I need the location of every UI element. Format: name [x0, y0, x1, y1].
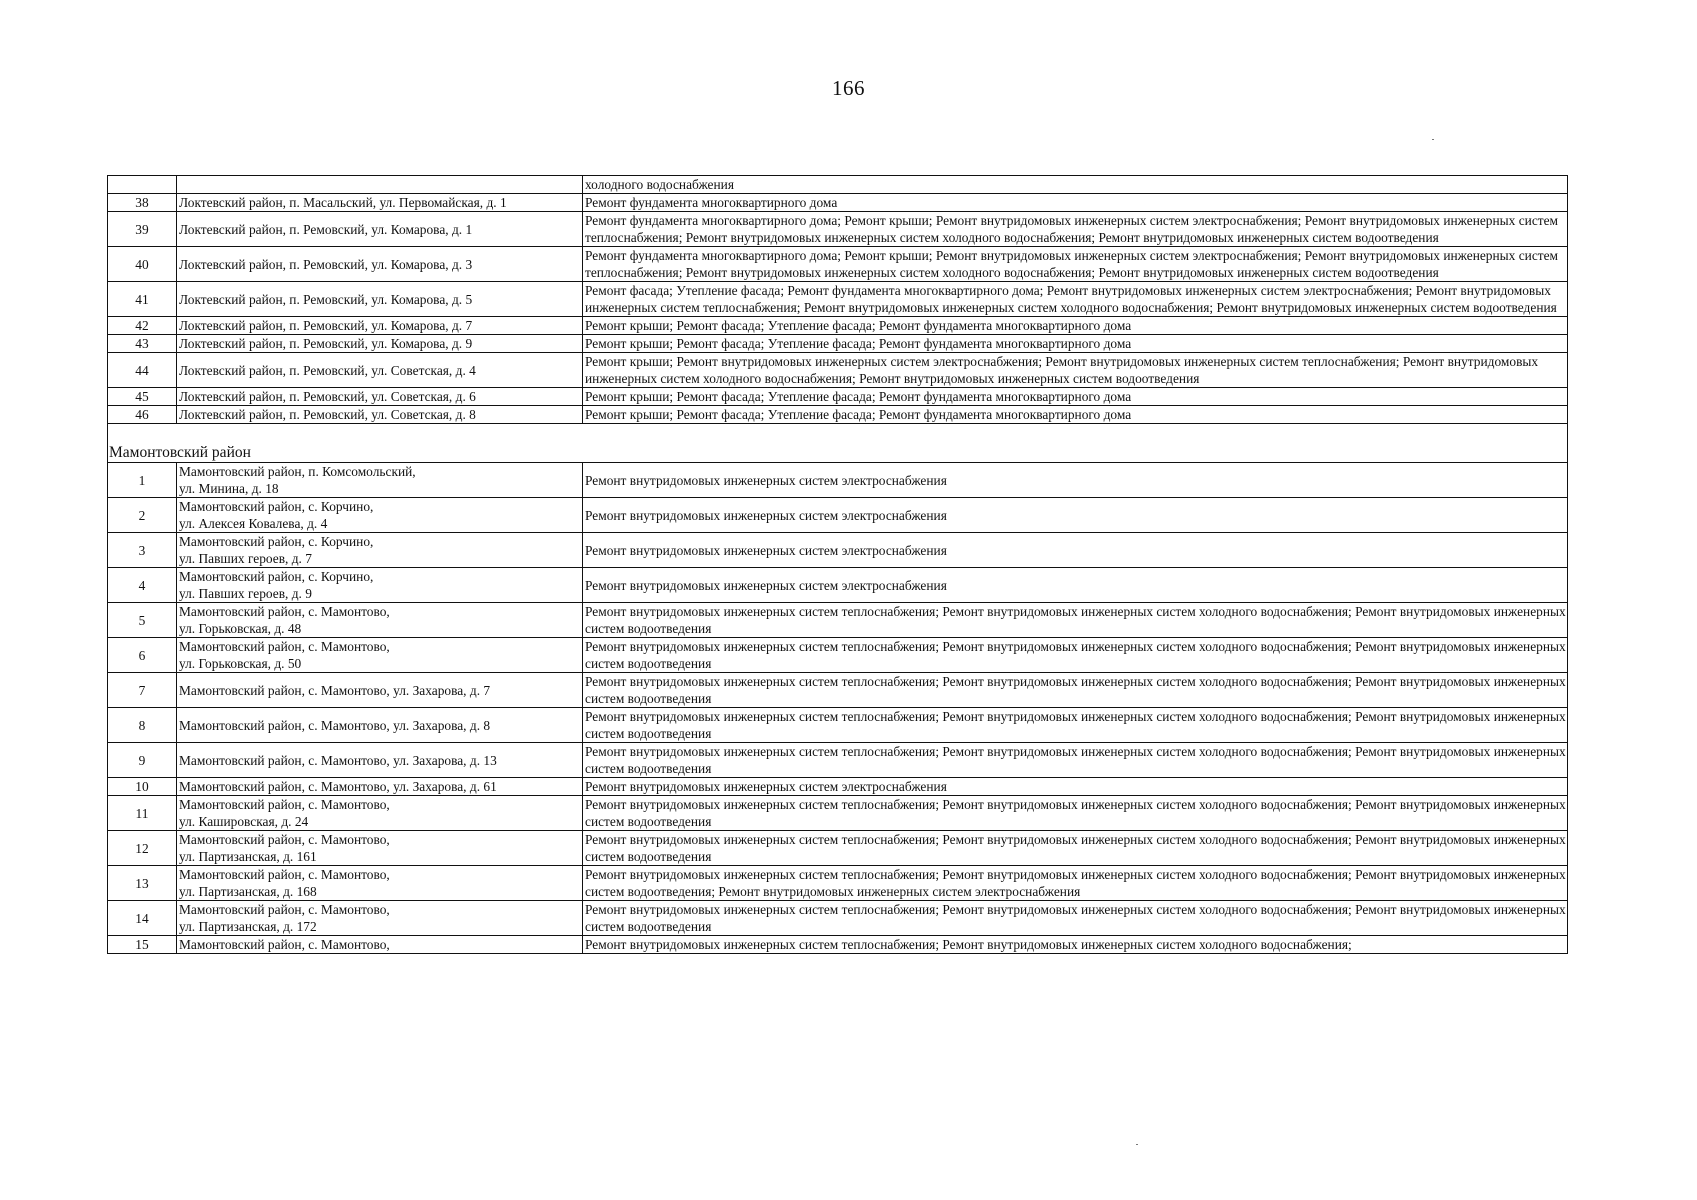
address-cell: Мамонтовский район, с. Корчино, ул. Алексея Ковалева, д. 4	[177, 498, 583, 533]
row-number-cell: 3	[108, 533, 177, 568]
section-title: Мамонтовский район	[108, 424, 1568, 463]
work-cell: Ремонт внутридомовых инженерных систем теплоснабжения; Ремонт внутридомовых инженерных систем холодного водоснабжения; Ремонт внутридомовых инженерных систем водоотведения	[583, 603, 1568, 638]
row-number-cell: 44	[108, 353, 177, 388]
address-cell: Локтевский район, п. Масальский, ул. Первомайская, д. 1	[177, 194, 583, 212]
address-cell: Мамонтовский район, с. Мамонтово,	[177, 936, 583, 954]
work-cell: Ремонт внутридомовых инженерных систем электроснабжения	[583, 498, 1568, 533]
work-cell: Ремонт внутридомовых инженерных систем теплоснабжения; Ремонт внутридомовых инженерных систем холодного водоснабжения; Ремонт внутридомовых инженерных систем водоотведения	[583, 743, 1568, 778]
table-row	[108, 498, 1568, 533]
work-cell: Ремонт внутридомовых инженерных систем теплоснабжения; Ремонт внутридомовых инженерных систем холодного водоснабжения; Ремонт внутридомовых инженерных систем водоотведения	[583, 708, 1568, 743]
row-number-cell: 8	[108, 708, 177, 743]
work-cell: Ремонт фундамента многоквартирного дома	[583, 194, 1568, 212]
work-cell: Ремонт крыши; Ремонт фасада; Утепление фасада; Ремонт фундамента многоквартирного дома	[583, 406, 1568, 424]
row-number-cell: 40	[108, 247, 177, 282]
address-cell: Мамонтовский район, с. Корчино, ул. Павших героев, д. 9	[177, 568, 583, 603]
table-row	[108, 317, 1568, 335]
table-row	[108, 708, 1568, 743]
work-cell: Ремонт крыши; Ремонт внутридомовых инженерных систем электроснабжения; Ремонт внутридомовых инженерных систем теплоснабжения; Ремонт внутридомовых инженерных систем холодного водоснабжения; Ремонт внутридомовых инженерных систем водоотведения	[583, 353, 1568, 388]
table-body-part1	[108, 176, 1568, 424]
address-cell: Локтевский район, п. Ремовский, ул. Советская, д. 4	[177, 353, 583, 388]
table-row	[108, 533, 1568, 568]
table-row	[108, 388, 1568, 406]
address-cell: Мамонтовский район, с. Мамонтово, ул. Захарова, д. 8	[177, 708, 583, 743]
page-number: 166	[832, 76, 865, 100]
table-row	[108, 406, 1568, 424]
work-cell: Ремонт внутридомовых инженерных систем электроснабжения	[583, 778, 1568, 796]
table-row	[108, 866, 1568, 901]
address-cell: Мамонтовский район, с. Мамонтово, ул. Горьковская, д. 50	[177, 638, 583, 673]
table-row	[108, 247, 1568, 282]
row-number-cell: 41	[108, 282, 177, 317]
row-number-cell: 38	[108, 194, 177, 212]
row-number-cell: 14	[108, 901, 177, 936]
address-cell: Мамонтовский район, с. Мамонтово, ул. Партизанская, д. 168	[177, 866, 583, 901]
work-cell: Ремонт крыши; Ремонт фасада; Утепление фасада; Ремонт фундамента многоквартирного дома	[583, 388, 1568, 406]
row-number-cell: 42	[108, 317, 177, 335]
address-cell: Мамонтовский район, с. Мамонтово, ул. Партизанская, д. 161	[177, 831, 583, 866]
row-number-cell: 7	[108, 673, 177, 708]
row-number-cell: 5	[108, 603, 177, 638]
work-cell: Ремонт внутридомовых инженерных систем теплоснабжения; Ремонт внутридомовых инженерных систем холодного водоснабжения; Ремонт внутридомовых инженерных систем водоотведения; Ремонт внутридомовых инженерных систем электроснабжения	[583, 866, 1568, 901]
table-row	[108, 603, 1568, 638]
row-number-cell: 13	[108, 866, 177, 901]
table-row	[108, 778, 1568, 796]
address-cell: Мамонтовский район, с. Мамонтово, ул. Захарова, д. 61	[177, 778, 583, 796]
table-row-continuation	[108, 176, 1568, 194]
table-row	[108, 936, 1568, 954]
repair-program-table	[107, 175, 1568, 954]
address-cell: Локтевский район, п. Ремовский, ул. Советская, д. 8	[177, 406, 583, 424]
table-row	[108, 831, 1568, 866]
row-number-cell: 39	[108, 212, 177, 247]
address-cell: Мамонтовский район, с. Мамонтово, ул. Кашировская, д. 24	[177, 796, 583, 831]
work-cell: Ремонт фасада; Утепление фасада; Ремонт фундамента многоквартирного дома; Ремонт внутридомовых инженерных систем электроснабжения; Ремонт внутридомовых инженерных систем теплоснабжения; Ремонт внутридомовых инженерных систем холодного водоснабжения; Ремонт внутридомовых инженерных систем водоотведения	[583, 282, 1568, 317]
row-number-cell: 12	[108, 831, 177, 866]
row-number-cell: 43	[108, 335, 177, 353]
table-row	[108, 743, 1568, 778]
table-row	[108, 901, 1568, 936]
work-cell: Ремонт внутридомовых инженерных систем электроснабжения	[583, 463, 1568, 498]
row-number-cell: 15	[108, 936, 177, 954]
work-cell: Ремонт внутридомовых инженерных систем теплоснабжения; Ремонт внутридомовых инженерных систем холодного водоснабжения; Ремонт внутридомовых инженерных систем водоотведения	[583, 673, 1568, 708]
row-number-cell	[108, 176, 177, 194]
address-cell: Мамонтовский район, с. Мамонтово, ул. Горьковская, д. 48	[177, 603, 583, 638]
address-cell: Локтевский район, п. Ремовский, ул. Комарова, д. 1	[177, 212, 583, 247]
table-row	[108, 673, 1568, 708]
work-cell: Ремонт крыши; Ремонт фасада; Утепление фасада; Ремонт фундамента многоквартирного дома	[583, 317, 1568, 335]
work-cell: Ремонт фундамента многоквартирного дома; Ремонт крыши; Ремонт внутридомовых инженерных систем электроснабжения; Ремонт внутридомовых инженерных систем теплоснабжения; Ремонт внутридомовых инженерных систем холодного водоснабжения; Ремонт внутридомовых инженерных систем водоотведения	[583, 247, 1568, 282]
section-row	[108, 424, 1568, 463]
address-cell: Мамонтовский район, с. Корчино, ул. Павших героев, д. 7	[177, 533, 583, 568]
row-number-cell: 1	[108, 463, 177, 498]
address-cell: Локтевский район, п. Ремовский, ул. Комарова, д. 9	[177, 335, 583, 353]
work-cell: Ремонт внутридомовых инженерных систем теплоснабжения; Ремонт внутридомовых инженерных систем холодного водоснабжения; Ремонт внутридомовых инженерных систем водоотведения	[583, 901, 1568, 936]
table-row	[108, 568, 1568, 603]
table-row	[108, 194, 1568, 212]
address-cell: Мамонтовский район, с. Мамонтово, ул. Захарова, д. 13	[177, 743, 583, 778]
address-cell	[177, 176, 583, 194]
address-cell: Локтевский район, п. Ремовский, ул. Комарова, д. 3	[177, 247, 583, 282]
row-number-cell: 6	[108, 638, 177, 673]
table-row	[108, 638, 1568, 673]
row-number-cell: 9	[108, 743, 177, 778]
address-cell: Мамонтовский район, с. Мамонтово, ул. Партизанская, д. 172	[177, 901, 583, 936]
work-cell: Ремонт внутридомовых инженерных систем теплоснабжения; Ремонт внутридомовых инженерных систем холодного водоснабжения; Ремонт внутридомовых инженерных систем водоотведения	[583, 831, 1568, 866]
address-cell: Мамонтовский район, с. Мамонтово, ул. Захарова, д. 7	[177, 673, 583, 708]
work-cell: Ремонт крыши; Ремонт фасада; Утепление фасада; Ремонт фундамента многоквартирного дома	[583, 335, 1568, 353]
address-cell: Мамонтовский район, п. Комсомольский, ул. Минина, д. 18	[177, 463, 583, 498]
table-row	[108, 353, 1568, 388]
work-cell: Ремонт внутридомовых инженерных систем теплоснабжения; Ремонт внутридомовых инженерных систем холодного водоснабжения;	[583, 936, 1568, 954]
row-number-cell: 46	[108, 406, 177, 424]
row-number-cell: 4	[108, 568, 177, 603]
table-row	[108, 212, 1568, 247]
scan-speck	[1432, 139, 1434, 140]
table-row	[108, 335, 1568, 353]
row-number-cell: 10	[108, 778, 177, 796]
work-cell: Ремонт внутридомовых инженерных систем электроснабжения	[583, 568, 1568, 603]
table-body-part2	[108, 463, 1568, 954]
work-cell: Ремонт внутридомовых инженерных систем теплоснабжения; Ремонт внутридомовых инженерных систем холодного водоснабжения; Ремонт внутридомовых инженерных систем водоотведения	[583, 796, 1568, 831]
section-header-body	[108, 424, 1568, 463]
row-number-cell: 11	[108, 796, 177, 831]
row-number-cell: 45	[108, 388, 177, 406]
address-cell: Локтевский район, п. Ремовский, ул. Комарова, д. 7	[177, 317, 583, 335]
work-cell: Ремонт внутридомовых инженерных систем теплоснабжения; Ремонт внутридомовых инженерных систем холодного водоснабжения; Ремонт внутридомовых инженерных систем водоотведения	[583, 638, 1568, 673]
row-number-cell: 2	[108, 498, 177, 533]
table-row	[108, 796, 1568, 831]
table-row	[108, 463, 1568, 498]
work-cell: Ремонт фундамента многоквартирного дома; Ремонт крыши; Ремонт внутридомовых инженерных систем электроснабжения; Ремонт внутридомовых инженерных систем теплоснабжения; Ремонт внутридомовых инженерных систем холодного водоснабжения; Ремонт внутридомовых инженерных систем водоотведения	[583, 212, 1568, 247]
scan-speck	[1136, 1144, 1138, 1145]
address-cell: Локтевский район, п. Ремовский, ул. Советская, д. 6	[177, 388, 583, 406]
address-cell: Локтевский район, п. Ремовский, ул. Комарова, д. 5	[177, 282, 583, 317]
work-cell: холодного водоснабжения	[583, 176, 1568, 194]
work-cell: Ремонт внутридомовых инженерных систем электроснабжения	[583, 533, 1568, 568]
table-row	[108, 282, 1568, 317]
